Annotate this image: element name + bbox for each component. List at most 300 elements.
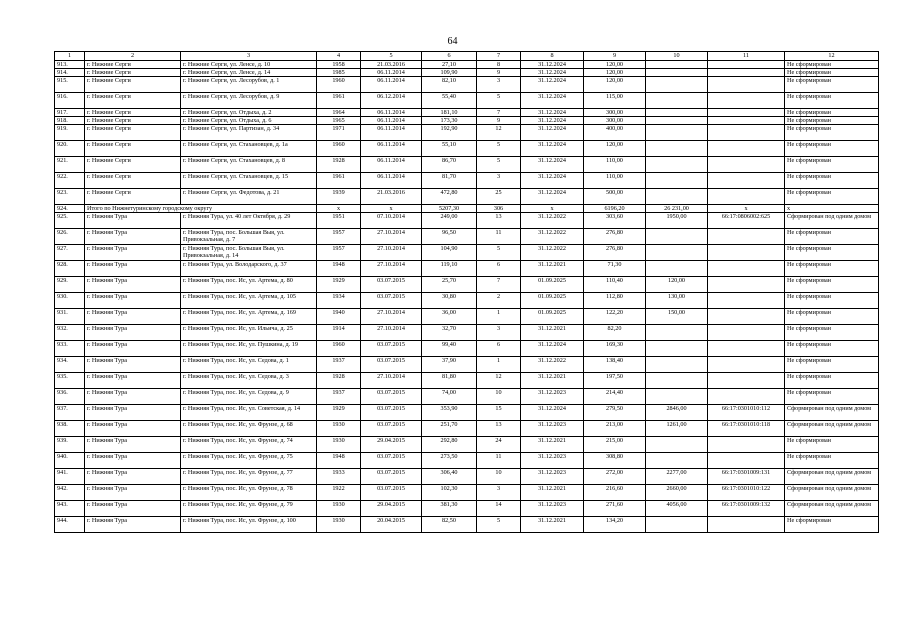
cell-date: 03.07.2015	[361, 405, 422, 421]
cell-land-area	[646, 261, 708, 277]
table-row	[55, 485, 879, 501]
cell-deadline: 31.12.2021	[521, 325, 584, 341]
cell-deadline: 31.12.2024	[521, 157, 584, 173]
cell-address: г. Нижняя Тура, пос. Ис, ул. Пушкина, д. 19	[181, 341, 317, 357]
cell-cost: 272,00	[584, 469, 646, 485]
cell-area: 249,00	[422, 213, 477, 229]
cell-build-year: 1957	[317, 245, 361, 261]
cell-deadline: 31.12.2023	[521, 389, 584, 405]
housing-register-table	[54, 51, 879, 533]
table-row	[55, 157, 879, 173]
cell-residents: 12	[477, 373, 521, 389]
cell-address: г. Нижние Серги, ул. Стахановцев, д. 8	[181, 157, 317, 173]
cell-date: 27.10.2014	[361, 261, 422, 277]
cell-cadastral-number: 66:17:0301009:131	[708, 469, 785, 485]
table-body	[55, 61, 879, 533]
cell-build-year: 1960	[317, 141, 361, 157]
cell-deadline: 31.12.2021	[521, 517, 584, 533]
cell-deadline: 31.12.2021	[521, 261, 584, 277]
cell-area: 104,90	[422, 245, 477, 261]
cell-build-year: 1937	[317, 389, 361, 405]
cell-build-year: 1961	[317, 173, 361, 189]
cell-land-area	[646, 325, 708, 341]
cell-area: 81,80	[422, 373, 477, 389]
cell-area: 292,80	[422, 437, 477, 453]
cell-land-area: 2846,00	[646, 405, 708, 421]
cell-date: 27.10.2014	[361, 373, 422, 389]
table-row	[55, 501, 879, 517]
cell-area: 306,40	[422, 469, 477, 485]
cell-build-year: 1960	[317, 77, 361, 93]
cell-land-area	[646, 77, 708, 93]
cell-build-year: 1940	[317, 309, 361, 325]
cell-municipality: г. Нижняя Тура	[85, 277, 181, 293]
table-row-total	[55, 205, 879, 213]
cell-row-number: 931.	[55, 309, 85, 325]
cell-municipality: г. Нижние Серги	[85, 69, 181, 77]
cell-cost: 197,50	[584, 373, 646, 389]
cell-municipality: г. Нижняя Тура	[85, 309, 181, 325]
cell-row-number: 929.	[55, 277, 85, 293]
cell-cost: 134,20	[584, 517, 646, 533]
cell-cost: 110,00	[584, 173, 646, 189]
cell-row-number: 925.	[55, 213, 85, 229]
cell-land-status: Сформирован под одним домом	[785, 469, 879, 485]
cell-cost: 71,30	[584, 261, 646, 277]
table-row	[55, 93, 879, 109]
cell-date: 06.12.2014	[361, 93, 422, 109]
table-row	[55, 141, 879, 157]
cell-cost: 115,00	[584, 93, 646, 109]
cell-cost: 279,50	[584, 405, 646, 421]
cell-residents: 1	[477, 309, 521, 325]
table-row	[55, 437, 879, 453]
cell-row-number: 921.	[55, 157, 85, 173]
cell-date: 06.11.2014	[361, 173, 422, 189]
cell-deadline: 31.12.2024	[521, 109, 584, 117]
cell-municipality: г. Нижняя Тура	[85, 437, 181, 453]
cell-row-number: 933.	[55, 341, 85, 357]
cell-row-number: 943.	[55, 501, 85, 517]
cell-cost: 82,20	[584, 325, 646, 341]
cell-date: 06.11.2014	[361, 125, 422, 141]
cell-cadastral-number	[708, 61, 785, 69]
cell-land-status: Не сформирован	[785, 277, 879, 293]
cell-row-number: 915.	[55, 77, 85, 93]
column-header-6: 6	[422, 52, 477, 61]
cell-cadastral-number	[708, 173, 785, 189]
cell-land-area: 26 231,00	[646, 205, 708, 213]
cell-cost: 214,40	[584, 389, 646, 405]
cell-area: 251,70	[422, 421, 477, 437]
cell-land-status: Сформирован под одним домом	[785, 421, 879, 437]
cell-deadline: 01.09.2025	[521, 309, 584, 325]
cell-land-status: Не сформирован	[785, 69, 879, 77]
cell-deadline: 31.12.2024	[521, 77, 584, 93]
cell-land-area	[646, 373, 708, 389]
cell-cost: 120,00	[584, 141, 646, 157]
cell-land-status: Не сформирован	[785, 373, 879, 389]
cell-land-area	[646, 517, 708, 533]
cell-deadline: 31.12.2024	[521, 341, 584, 357]
cell-build-year: 1964	[317, 109, 361, 117]
cell-cost: 138,40	[584, 357, 646, 373]
cell-build-year: 1961	[317, 93, 361, 109]
table-row	[55, 189, 879, 205]
cell-build-year: 1922	[317, 485, 361, 501]
column-header-7: 7	[477, 52, 521, 61]
cell-municipality: г. Нижняя Тура	[85, 405, 181, 421]
cell-cadastral-number	[708, 93, 785, 109]
cell-land-status: Не сформирован	[785, 229, 879, 245]
cell-cadastral-number: 66:17:0301009:132	[708, 501, 785, 517]
cell-land-area	[646, 109, 708, 117]
cell-land-area	[646, 341, 708, 357]
cell-land-area: 1950,00	[646, 213, 708, 229]
cell-residents: 3	[477, 173, 521, 189]
cell-land-status: Не сформирован	[785, 117, 879, 125]
cell-row-number: 920.	[55, 141, 85, 157]
cell-area: 30,80	[422, 293, 477, 309]
cell-row-number: 935.	[55, 373, 85, 389]
cell-land-area: 4056,00	[646, 501, 708, 517]
cell-land-area: 2277,00	[646, 469, 708, 485]
cell-cost: 300,00	[584, 117, 646, 125]
cell-row-number: 938.	[55, 421, 85, 437]
column-header-3: 3	[181, 52, 317, 61]
cell-land-status: Не сформирован	[785, 173, 879, 189]
cell-cost: 500,00	[584, 189, 646, 205]
cell-land-area	[646, 61, 708, 69]
cell-date: 27.10.2014	[361, 325, 422, 341]
cell-land-area	[646, 189, 708, 205]
cell-area: 192,90	[422, 125, 477, 141]
cell-land-status: Сформирован под одним домом	[785, 405, 879, 421]
cell-address: г. Нижние Серги, ул. Лесорубов, д. 1	[181, 77, 317, 93]
cell-residents: 5	[477, 517, 521, 533]
cell-residents: 13	[477, 213, 521, 229]
cell-land-area	[646, 389, 708, 405]
cell-row-number: 916.	[55, 93, 85, 109]
cell-deadline: 31.12.2024	[521, 405, 584, 421]
cell-land-status: Не сформирован	[785, 357, 879, 373]
cell-residents: 5	[477, 245, 521, 261]
cell-municipality: г. Нижняя Тура	[85, 389, 181, 405]
cell-date: 07.10.2014	[361, 213, 422, 229]
cell-area: 25,70	[422, 277, 477, 293]
cell-residents: 6	[477, 341, 521, 357]
cell-row-number: 924.	[55, 205, 85, 213]
cell-build-year: 1930	[317, 517, 361, 533]
cell-address: г. Нижняя Тура, пос. Ис, ул. Фрунзе, д. 74	[181, 437, 317, 453]
cell-address: г. Нижняя Тура, пос. Ис, ул. Седова, д. 1	[181, 357, 317, 373]
cell-address: г. Нижние Серги, ул. Стахановцев, д. 1а	[181, 141, 317, 157]
cell-land-status: Не сформирован	[785, 61, 879, 69]
cell-build-year: 1939	[317, 189, 361, 205]
table-row	[55, 125, 879, 141]
cell-row-number: 923.	[55, 189, 85, 205]
table-row	[55, 357, 879, 373]
cell-land-status: Не сформирован	[785, 261, 879, 277]
cell-address: г. Нижняя Тура, ул. 40 лет Октября, д. 29	[181, 213, 317, 229]
cell-address: г. Нижняя Тура, пос. Большая Выя, ул. Привокзальная, д. 14	[181, 245, 317, 261]
cell-municipality: г. Нижние Серги	[85, 77, 181, 93]
cell-land-status: Не сформирован	[785, 109, 879, 117]
cell-municipality: г. Нижняя Тура	[85, 293, 181, 309]
cell-area: 81,70	[422, 173, 477, 189]
cell-date: 03.07.2015	[361, 421, 422, 437]
cell-area: 181,10	[422, 109, 477, 117]
cell-row-number: 939.	[55, 437, 85, 453]
cell-build-year: 1957	[317, 229, 361, 245]
cell-address: г. Нижняя Тура, пос. Большая Выя, ул. Привокзальная, д. 7	[181, 229, 317, 245]
cell-residents: 10	[477, 389, 521, 405]
cell-deadline: 31.12.2024	[521, 189, 584, 205]
cell-cost: 112,80	[584, 293, 646, 309]
cell-address: г. Нижняя Тура, пос. Ис, ул. Фрунзе, д. 78	[181, 485, 317, 501]
table-row	[55, 245, 879, 261]
cell-cost: 120,00	[584, 61, 646, 69]
cell-address: г. Нижняя Тура, пос. Ис, ул. Фрунзе, д. 75	[181, 453, 317, 469]
cell-area: 472,80	[422, 189, 477, 205]
cell-build-year: 1929	[317, 405, 361, 421]
cell-deadline: 31.12.2022	[521, 213, 584, 229]
cell-land-area	[646, 173, 708, 189]
cell-residents: 9	[477, 69, 521, 77]
cell-address: г. Нижние Серги, ул. Стахановцев, д. 15	[181, 173, 317, 189]
cell-land-status: Сформирован под одним домом	[785, 485, 879, 501]
cell-date: 20.04.2015	[361, 517, 422, 533]
page-number: 64	[447, 36, 458, 47]
cell-build-year: 1948	[317, 261, 361, 277]
cell-land-status: Не сформирован	[785, 517, 879, 533]
cell-cadastral-number: x	[708, 205, 785, 213]
cell-address: г. Нижние Серги, ул. Федотова, д. 21	[181, 189, 317, 205]
cell-deadline: 31.12.2024	[521, 125, 584, 141]
cell-residents: 10	[477, 469, 521, 485]
cell-address: г. Нижние Серги, ул. Лесорубов, д. 9	[181, 93, 317, 109]
cell-residents: 306	[477, 205, 521, 213]
cell-municipality: г. Нижняя Тура	[85, 245, 181, 261]
table-row	[55, 325, 879, 341]
cell-build-year: 1937	[317, 357, 361, 373]
cell-cadastral-number	[708, 437, 785, 453]
cell-address: г. Нижняя Тура, пос. Ис, ул. Седова, д. 3	[181, 373, 317, 389]
cell-municipality: г. Нижние Серги	[85, 157, 181, 173]
cell-date: 06.11.2014	[361, 141, 422, 157]
cell-address: г. Нижняя Тура, пос. Ис, ул. Артема, д. 105	[181, 293, 317, 309]
table-row	[55, 309, 879, 325]
cell-residents: 7	[477, 277, 521, 293]
cell-land-area	[646, 93, 708, 109]
cell-cadastral-number	[708, 277, 785, 293]
cell-date: 03.07.2015	[361, 469, 422, 485]
cell-cadastral-number	[708, 357, 785, 373]
cell-land-status: Не сформирован	[785, 437, 879, 453]
cell-land-status: Не сформирован	[785, 141, 879, 157]
cell-cost: 276,80	[584, 245, 646, 261]
column-header-1: 1	[55, 52, 85, 61]
column-header-4: 4	[317, 52, 361, 61]
cell-municipality: г. Нижние Серги	[85, 61, 181, 69]
cell-land-area: 2660,00	[646, 485, 708, 501]
cell-land-status: Не сформирован	[785, 341, 879, 357]
cell-land-status: Не сформирован	[785, 77, 879, 93]
cell-build-year: 1960	[317, 341, 361, 357]
cell-row-number: 942.	[55, 485, 85, 501]
cell-cadastral-number	[708, 229, 785, 245]
cell-cadastral-number	[708, 453, 785, 469]
cell-area: 119,10	[422, 261, 477, 277]
cell-land-area	[646, 141, 708, 157]
cell-date: 06.11.2014	[361, 69, 422, 77]
cell-cadastral-number: 66:17:0301010:112	[708, 405, 785, 421]
cell-cost: 6196,20	[584, 205, 646, 213]
cell-municipality: г. Нижняя Тура	[85, 469, 181, 485]
cell-residents: 15	[477, 405, 521, 421]
cell-cadastral-number: 66:17:0806002:625	[708, 213, 785, 229]
cell-cadastral-number	[708, 109, 785, 117]
column-header-row	[55, 52, 879, 61]
cell-cadastral-number	[708, 389, 785, 405]
cell-municipality: г. Нижняя Тура	[85, 453, 181, 469]
table-row	[55, 517, 879, 533]
cell-residents: 5	[477, 93, 521, 109]
cell-land-status: Не сформирован	[785, 293, 879, 309]
cell-build-year: 1958	[317, 61, 361, 69]
cell-cadastral-number	[708, 77, 785, 93]
cell-date: 03.07.2015	[361, 389, 422, 405]
table-row	[55, 261, 879, 277]
cell-cost: 271,60	[584, 501, 646, 517]
cell-area: 36,00	[422, 309, 477, 325]
cell-land-area	[646, 357, 708, 373]
cell-address: г. Нижняя Тура, пос. Ис, ул. Артема, д. 80	[181, 277, 317, 293]
cell-cadastral-number	[708, 293, 785, 309]
cell-residents: 1	[477, 357, 521, 373]
cell-row-number: 944.	[55, 517, 85, 533]
cell-cost: 213,00	[584, 421, 646, 437]
cell-land-status: x	[785, 205, 879, 213]
cell-deadline: 31.12.2024	[521, 173, 584, 189]
cell-address: г. Нижние Серги, ул. Отдыха, д. 2	[181, 109, 317, 117]
cell-land-area: 150,00	[646, 309, 708, 325]
cell-residents: 6	[477, 261, 521, 277]
cell-row-number: 930.	[55, 293, 85, 309]
table-row	[55, 229, 879, 245]
cell-deadline: 31.12.2023	[521, 469, 584, 485]
cell-cost: 169,30	[584, 341, 646, 357]
cell-area: 96,50	[422, 229, 477, 245]
cell-land-status: Не сформирован	[785, 325, 879, 341]
cell-date: 06.11.2014	[361, 77, 422, 93]
table-row	[55, 421, 879, 437]
cell-address: г. Нижняя Тура, пос. Ис, ул. Фрунзе, д. 79	[181, 501, 317, 517]
cell-land-status: Не сформирован	[785, 245, 879, 261]
cell-cadastral-number	[708, 157, 785, 173]
cell-residents: 5	[477, 141, 521, 157]
cell-row-number: 934.	[55, 357, 85, 373]
cell-municipality: г. Нижние Серги	[85, 141, 181, 157]
cell-residents: 11	[477, 453, 521, 469]
cell-cost: 110,40	[584, 277, 646, 293]
cell-municipality: г. Нижние Серги	[85, 109, 181, 117]
cell-address: г. Нижняя Тура, пос. Ис, ул. Советская, д. 14	[181, 405, 317, 421]
cell-cadastral-number: 66:17:0301010:122	[708, 485, 785, 501]
cell-date: 03.07.2015	[361, 293, 422, 309]
cell-row-number: 928.	[55, 261, 85, 277]
cell-residents: 14	[477, 501, 521, 517]
cell-area: 55,40	[422, 93, 477, 109]
cell-cadastral-number	[708, 325, 785, 341]
cell-row-number: 919.	[55, 125, 85, 141]
cell-residents: 7	[477, 109, 521, 117]
cell-area: 173,30	[422, 117, 477, 125]
cell-area: 27,10	[422, 61, 477, 69]
cell-address: г. Нижняя Тура, пос. Ис, ул. Фрунзе, д. 77	[181, 469, 317, 485]
cell-address: г. Нижняя Тура, пос. Ис, ул. Ильича, д. 25	[181, 325, 317, 341]
cell-row-number: 913.	[55, 61, 85, 69]
cell-row-number: 926.	[55, 229, 85, 245]
cell-area: 55,10	[422, 141, 477, 157]
cell-row-number: 918.	[55, 117, 85, 125]
cell-municipality: г. Нижняя Тура	[85, 485, 181, 501]
column-header-12: 12	[785, 52, 879, 61]
cell-build-year: 1930	[317, 501, 361, 517]
cell-area: 109,90	[422, 69, 477, 77]
cell-municipality: Итого по Нижнетуринскому городскому округу	[85, 205, 317, 213]
cell-address: г. Нижние Серги, ул. Отдыха, д. 6	[181, 117, 317, 125]
cell-build-year: x	[317, 205, 361, 213]
cell-deadline: 31.12.2024	[521, 69, 584, 77]
cell-land-status: Сформирован под одним домом	[785, 213, 879, 229]
cell-deadline: 31.12.2021	[521, 485, 584, 501]
cell-date: 21.03.2016	[361, 189, 422, 205]
cell-municipality: г. Нижняя Тура	[85, 357, 181, 373]
cell-build-year: 1933	[317, 469, 361, 485]
cell-date: 21.03.2016	[361, 61, 422, 69]
cell-row-number: 922.	[55, 173, 85, 189]
cell-address: г. Нижняя Тура, пос. Ис, ул. Фрунзе, д. 68	[181, 421, 317, 437]
cell-row-number: 940.	[55, 453, 85, 469]
cell-land-area: 130,00	[646, 293, 708, 309]
cell-municipality: г. Нижние Серги	[85, 189, 181, 205]
cell-residents: 8	[477, 61, 521, 69]
table-row	[55, 109, 879, 117]
cell-row-number: 937.	[55, 405, 85, 421]
cell-cadastral-number	[708, 341, 785, 357]
cell-deadline: 31.12.2022	[521, 245, 584, 261]
table-row	[55, 77, 879, 93]
cell-row-number: 936.	[55, 389, 85, 405]
cell-residents: 2	[477, 293, 521, 309]
cell-cadastral-number	[708, 189, 785, 205]
cell-date: 03.07.2015	[361, 453, 422, 469]
cell-area: 32,70	[422, 325, 477, 341]
cell-cadastral-number	[708, 117, 785, 125]
cell-cost: 308,80	[584, 453, 646, 469]
table-row	[55, 453, 879, 469]
cell-municipality: г. Нижняя Тура	[85, 341, 181, 357]
cell-build-year: 1951	[317, 213, 361, 229]
column-header-11: 11	[708, 52, 785, 61]
cell-build-year: 1934	[317, 293, 361, 309]
cell-municipality: г. Нижние Серги	[85, 173, 181, 189]
cell-municipality: г. Нижние Серги	[85, 125, 181, 141]
cell-area: 99,40	[422, 341, 477, 357]
cell-municipality: г. Нижние Серги	[85, 117, 181, 125]
table-row	[55, 117, 879, 125]
